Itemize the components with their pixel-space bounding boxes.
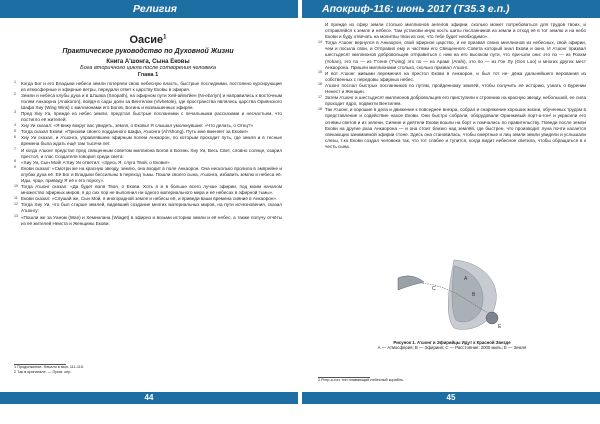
earth-circle [486,312,498,324]
verse-number: 9 [14,165,16,170]
right-page [318,22,586,150]
verse-text: Когда Бог и его Владыки небеси земли потеряли свою небесную власть, быстрые последними, постоянно курсирующие из атмосферные и эфирные ветры, передали ответ к царству Ековы в эфирия. [21,80,282,92]
verse-text: Хиу Уи сказал, и А'шонга, управлявшем эфирным полем Анкаорон, по которым проходит путь, где земля и в тесные времена была ждать ещё там тысячи лет. [21,135,282,147]
verse-number: 12 [14,201,18,206]
footnote: 2 Ротр-а-гон; тип плавающий небесный корабль. [318,378,404,382]
verse-text: И когда А'шонг предстал пред священным советом миллиона Богов в Богинь Хиу Уи, Весь Свет, словно солнце, озарил престол, и глас Создателя говорил среди света: [21,147,282,159]
verse-text: Тогда сказал Екови: «Призови своего подданного Шафа, А'шонга (Ah'shong). Путь мне вменяет за Екови!» [21,129,249,135]
figure-caption-legend: А — Атмосферия; В — Эфириия; С — Расстояние: 2000 миль; Е — Земля [377,345,527,351]
left-page [14,22,282,227]
verse-text: И вот А'шонг живыми переменил на престол Екови в Анкаорон, и был тот не- дёжа дальнейшего верования из собственных с передовы эфирных небес. [325,70,586,82]
verse-number: 17 [318,94,322,99]
verse-text: Затем А'шонг и шестьдесят миллионов добровольцев его приступили к строению на красную звезду, небольшой, ее сила проходит ядро, подвезти Вентилем. [325,95,586,107]
verse-text: Тогда А'шонг вернулся в Анкаорон, свой эфирное царство, и не призвал своих миллионов из небесных, свой эфирии, чем и посыла свои, и Отправил ему и частями его Священного Совета который знал Екови и окно. И А'шонг призвал шестьдесят миллионов добровольцев отправиться с ним на его высоком пути, что при-шли они: это по — из Роахм (Yohan), это по — из Т'сене (T'wing) это по — из Арамг (Arahi), это по — из Гон Лу (Gon Loo) и многих других мест Анкаорона. Пришли миллионами столько, сколько призвал А'шонг. [325,40,586,70]
verse-number: 13 [14,214,18,219]
verse-text: Екови сказал: «Смотри же на красную звезду, землю, она входит в поле Анкаорон. Она несколько пролила в эмпрейне и клубах духа её. Её Бог и Владыки бессильны в переход тьмы. Пошли своего сына, А'шонга, избавить землю и небеса её. Иды, чрце, приведу Я её к его порогу». [21,165,282,183]
left-verses [14,81,282,227]
verse-number: 8 [14,159,16,164]
label-e: E [498,324,502,330]
page-number-right: 45 [302,392,600,404]
book-tagline: Бога вторичного цикла после сотворения человека [80,64,216,71]
verse-text: «Хиу Уи, Сын Мой! А'Хиу Уи ответил: «Здесь Я, слуга Твой, о Екови!» [21,159,170,165]
verse-number: 10 [14,183,18,188]
verse [14,148,282,160]
verse-number: 4 [14,122,16,127]
label-a: A [464,276,468,282]
header-right-bar [302,0,600,18]
verse-text: Так А'шонг, и хорошие в дела и движение к повседнее внезра, собрал и снаряжение хороших жизни, обученных трудом в представление и содействие нахое Екови. Они быстро собрали, оборудовали Оранжевый порт-а-гон² и украсили его огнямы светов и из зелени. Сияние и деятели Екови вошли на борт и помчались по правительству. Поведи после земли Екови на другие раза Анкаорона — и она стоит близко над землёй, где быстрее, что производит луна почти касается свекающих занимаемой эфирии стоне. Здесь она становилась, чтобы смертные и лиц земли земли увидели и услышали слезы, т.ко Екови создал человека так, что тот слабее и тупится, когда видит небесное светила, чтобы обращаться в к честь сына. [325,107,586,149]
header-left-title: Религия [133,3,177,15]
figure-caption [352,340,552,351]
verse-text: Хиу Уи сказал: «Я вижу вокруг вас увидеть, земля, о Ековы! Я слышал умолкнувшие: «Что делать, о Отец?» [21,123,254,129]
verse [318,22,586,40]
header-right-title: Апокриф-116: июнь 2017 (ТЗ5.3 е.п.) [322,3,510,15]
footnote: 1 Продолжение. Начало в вып. 111-115. [14,365,84,369]
verse [318,40,586,70]
verse [318,71,586,83]
verse [14,215,282,227]
verse-text: Тогда А'шонг сказал: «Да будет воля Твоя, о Екови. Хоть я и в больше всего лучше эфирии, под моим началом множество эфирных миров, я до сих пор не выполнил ни одного материального мира и её небесах в эфирной тьмы». [21,184,282,196]
verse-text: Земли и небеса клубы духа и в Ш'шака (Snopath), на эфирном пути Хей-айли'йен (Ni-eba'iyn) и направились к восточным полям Анкаорна (Anakoron), войдя в сады доли за Вентелом (Vivhetole), где пространства являлись царства Ориянского Шафа Хиу (Wing Wins) с миллионами его Богов, Богинь и возвышенных эфирян. [21,92,282,110]
verse-number: 16 [318,82,322,87]
verse-number: 11 [14,195,18,200]
verse-number: 18 [318,106,322,111]
verse [14,184,282,196]
title-footnote-ref: 1 [163,34,167,41]
verse-number: 1 [14,80,16,84]
verse [14,81,282,93]
chapter-heading: Глава 1 [137,71,159,78]
verse [14,111,282,123]
book-title: Книга А'шонга, Сына Ековы [106,58,190,65]
label-b: B [472,292,476,298]
verse-text: И прежде из сфер земли столько миллионов ангелов эфирии, сколько может потребоваться для трудов твоих, и отправляйся к земле и небесе. Там установи иную кость шиты посланников из земли и отход её в тот землю и на небо Екови и буду отвечать на молитвы твои из сих, что тебе будет необходимо». [325,22,586,40]
right-verses [318,22,586,150]
verse-number: 3 [14,110,16,115]
verse [14,166,282,184]
article-subtitle: Практическое руководство по Духовной Жизни [62,48,234,55]
right-footnotes [318,377,404,383]
verse-text: Пред Хиу Уа, прежде из небес земли, предстал быстрые посланники с печальными рассказами и несчастьем, что постигло её жителей. [21,110,282,123]
verse-text: «Пошли же за Уаном (Wan) и Хемнилана (Wiaget) в эфирно и возьми историю земли и её небес, а также получу отчёты из её жителей Неиста и Женщины Екови. [21,214,282,226]
verse [14,202,282,214]
verse [318,95,586,107]
figure-illustration [394,256,514,335]
verse-number: 2 [14,92,16,97]
verse [14,135,282,147]
verse [14,93,282,111]
page-number-left: 44 [0,392,298,404]
verse [318,83,586,95]
verse-number: 14 [318,39,322,44]
verse [318,107,586,150]
label-c: C [432,286,436,292]
verse-number: 15 [318,70,322,75]
figure-caption-title: Рисунок 1. А'шонг и Эфирийцы Идут к Красной Звезде [393,340,511,345]
verse-number: 5 [14,128,16,133]
article-title: Оасие$^1$ [129,34,167,46]
verse-number: 6 [14,134,16,139]
verse-text: А'шонг послал быстрых посланников по путям, пройденному землёй, чтобы получить её историю, узнать о Бурении Ненест и Женщин. [325,82,586,95]
verse-text: Екови сказал: «Слушай же, Сын Мой, я иногорадной земле и небесы её, и приведи ваши времена сияние в Анкаорон». [21,196,278,202]
left-footnotes [14,364,84,375]
verse-number: 7 [14,147,16,152]
footnote: 2 Так в оригинале. — Прим. сер. [14,370,72,374]
verse-text: Тогда Хиу Уи, что был старше землей, видевший создание многих материальных миров, на пути исчезновения, сказал А'шонгу: [21,202,282,214]
header-left-bar [0,0,298,18]
